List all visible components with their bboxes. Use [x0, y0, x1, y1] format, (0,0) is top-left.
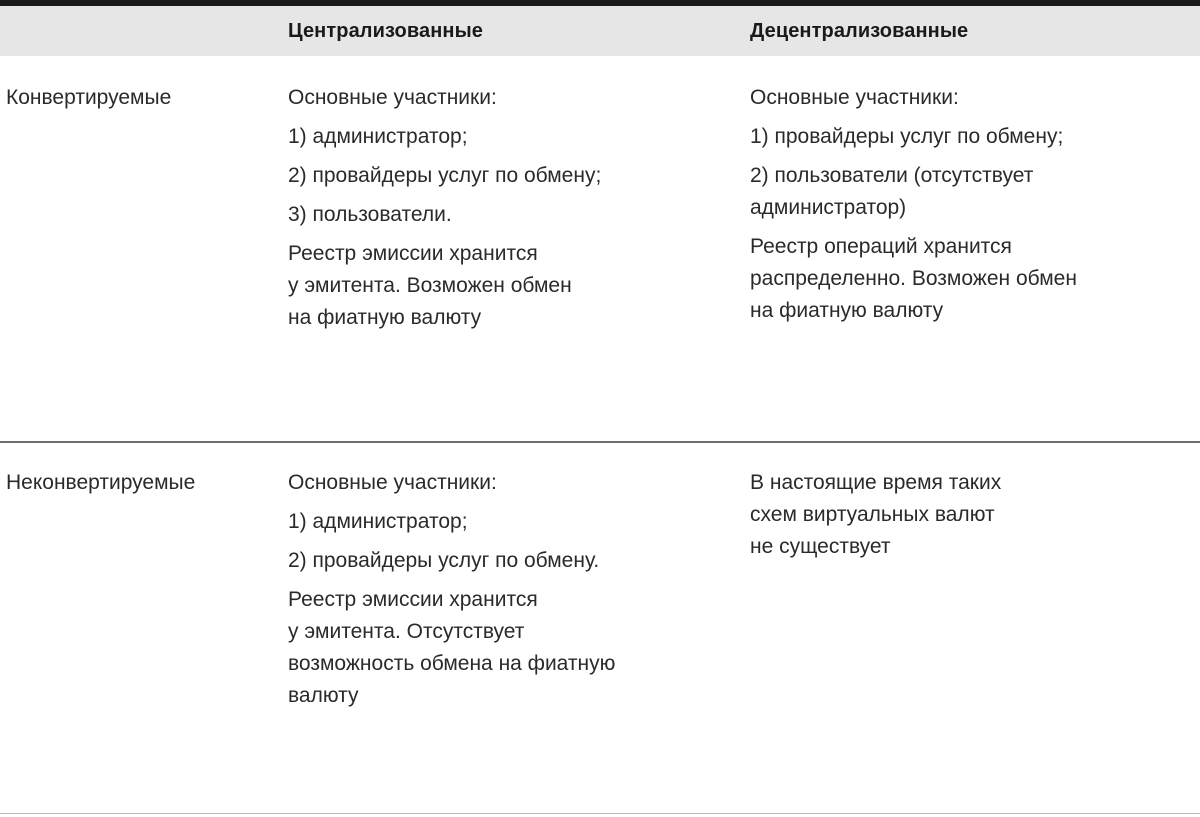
cell-line: Реестр эмиссии хранится у эмитента. Отсутствует возможность обмена на фиатную валюту	[288, 588, 616, 707]
cell-line: 2) пользователи (отсутствует администратор)	[750, 164, 1034, 219]
cell-line: 3) пользователи.	[288, 203, 452, 226]
table-header	[0, 6, 1200, 56]
cell-line: 1) администратор;	[288, 510, 468, 533]
cell-line: В настоящие время таких схем виртуальных валют не существует	[750, 471, 1002, 558]
column-header-centralized: Централизованные	[288, 20, 483, 42]
cell-nonconvertible-centralized	[288, 467, 728, 719]
cell-line: Основные участники:	[750, 86, 959, 109]
cell-line: 2) провайдеры услуг по обмену.	[288, 549, 600, 572]
column-header-decentralized: Децентрализованные	[750, 20, 969, 42]
cell-convertible-decentralized	[750, 82, 1190, 334]
cell-line: Основные участники:	[288, 471, 497, 494]
cell-line: Реестр эмиссии хранится у эмитента. Возможен обмен на фиатную валюту	[288, 242, 572, 329]
cell-convertible-centralized	[288, 82, 728, 341]
table-row	[0, 467, 1200, 807]
table-bottom-rule	[0, 813, 1200, 814]
row-divider	[0, 441, 1200, 443]
cell-line: 1) провайдеры услуг по обмену;	[750, 125, 1064, 148]
row-label-nonconvertible: Неконвертируемые	[6, 471, 196, 494]
row-label-convertible: Конвертируемые	[6, 86, 172, 109]
cell-line: Реестр операций хранится распределенно. Возможен обмен на фиатную валюту	[750, 235, 1077, 322]
cell-line: 2) провайдеры услуг по обмену;	[288, 164, 602, 187]
cell-line: Основные участники:	[288, 86, 497, 109]
table-row	[0, 82, 1200, 442]
cell-line: 1) администратор;	[288, 125, 468, 148]
cell-nonconvertible-decentralized	[750, 467, 1190, 570]
